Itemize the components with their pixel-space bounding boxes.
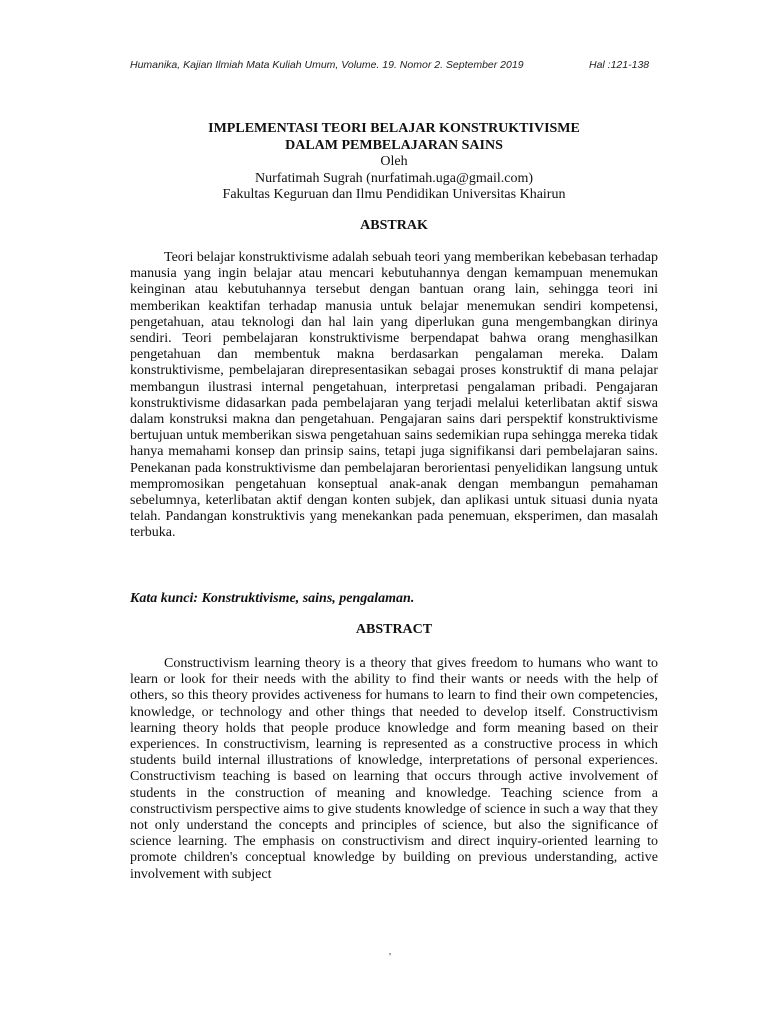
abstract-heading: ABSTRACT xyxy=(355,622,433,637)
article-title-line-2: DALAM PEMBELAJARAN SAINS xyxy=(285,137,503,153)
author-affiliation: Fakultas Keguruan dan Ilmu Pendidikan Universitas Khairun xyxy=(222,187,566,202)
abstrak-paragraph: Teori belajar konstruktivisme adalah sebuah teori yang memberikan kebebasan terhadap manusia yang ingin belajar atau mencari kebutuhannya dengan kemampuan menemukan keinginan atau kebutuhannya tersebut dengan bantuan orang lain, sehingga teori ini memberikan keaktifan terhadap manusia untuk belajar menemukan sendiri kompetensi, pengetahuan, atau teknologi dan hal lain yang diperlukan guna mengembangkan dirinya sendiri. Teori pembelajaran konstruktivisme berpendapat bahwa orang menghasilkan pengetahuan dan membentuk makna berdasarkan pengalaman mereka. Dalam konstruktivisme, pembelajaran direpresentasikan sebagai proses konstruktif di mana pelajar membangun ilustrasi internal pengetahuan, interpretasi pengalaman pribadi. Pengajaran konstruktivisme didasarkan pada pembelajaran yang terjadi melalui keterlibatan aktif siswa dalam konstruksi makna dan pengetahuan. Pengajaran sains dari perspektif konstruktivisme bertujuan untuk memberikan siswa pengetahuan sains sedemikian rupa sehingga mereka tidak hanya memahami konsep dan prinsip sains, tetapi juga signifikansi dari pembelajaran sains. Penekanan pada konstruktivisme dan pembelajaran berorientasi penyelidikan langsung untuk mempromosikan pengetahuan konseptual anak-anak dengan membangun pemahaman sebelumnya, keterlibatan aktif dengan konten subjek, dan aplikasi untuk situasi dunia nyata telah. Pandangan konstruktivis yang menekankan pada penemuan, eksperimen, dan masalah terbuka. xyxy=(130,250,658,541)
article-title-block xyxy=(130,121,658,204)
page-number-mark: ' xyxy=(389,952,391,963)
abstract-paragraph: Constructivism learning theory is a theory that gives freedom to humans who want to learn or look for their needs with the ability to find their wants or needs with the help of others, so this theory provides activeness for humans to learn to find their own competencies, knowledge, or technology and other things that needed to develop itself. Constructivism learning theory holds that people produce knowledge and form meaning based on their experiences. In constructivism, learning is represented as a constructive process in which students build internal illustrations of knowledge, interpretations of personal experiences. Constructivism teaching is based on learning that occurs through active involvement of students in the construction of meaning and knowledge. Teaching science from a constructivism perspective aims to give students knowledge of science in such a way that they not only understand the concepts and principles of science, but also the significance of science learning. The emphasis on constructivism and direct inquiry-oriented learning to promote children's conceptual knowledge by building on previous understanding, active involvement with subject xyxy=(130,656,658,882)
journal-citation: Humanika, Kajian Ilmiah Mata Kuliah Umum, Volume. 19. Nomor 2. September 2019 xyxy=(130,59,524,71)
page-range: Hal :121-138 xyxy=(589,59,650,71)
abstrak-heading: ABSTRAK xyxy=(360,218,428,233)
keywords-line: Kata kunci: Konstruktivisme, sains, pengalaman. xyxy=(130,591,415,606)
by-line: Oleh xyxy=(380,154,408,169)
article-title-line-1: IMPLEMENTASI TEORI BELAJAR KONSTRUKTIVISME xyxy=(208,121,580,136)
author-name: Nurfatimah Sugrah (nurfatimah.uga@gmail.com) xyxy=(254,170,534,186)
